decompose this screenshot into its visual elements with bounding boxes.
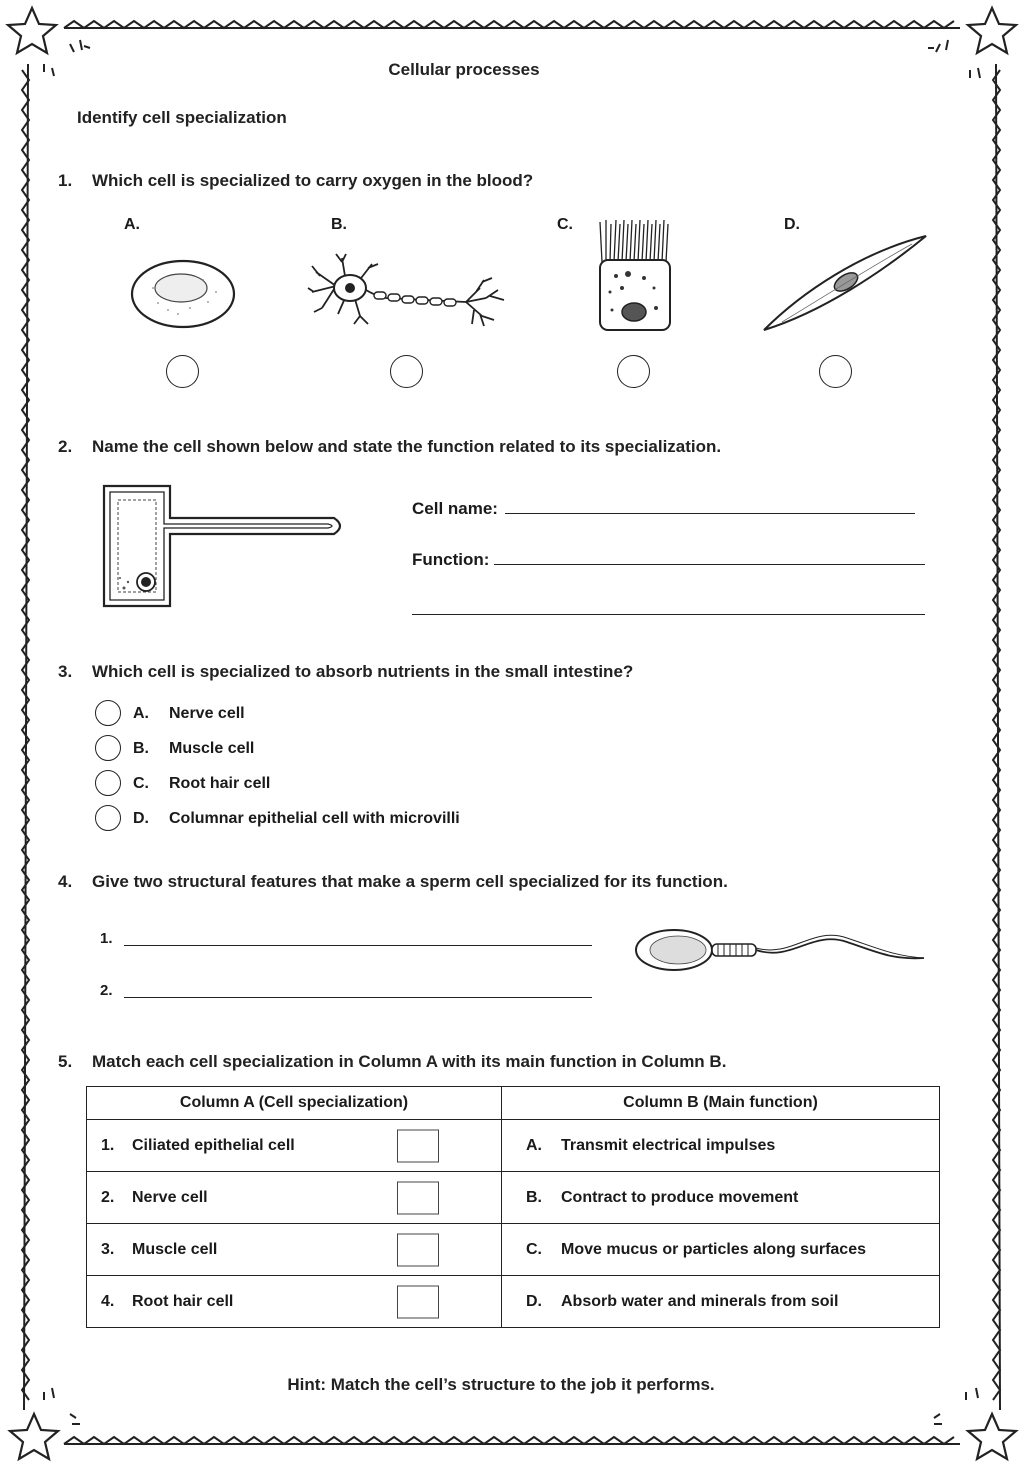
option-label-b: B. bbox=[331, 216, 347, 233]
function-letter: C. bbox=[526, 1240, 542, 1258]
question-text: Which cell is specialized to carry oxygen in the blood? bbox=[92, 171, 534, 190]
answer-box[interactable] bbox=[397, 1233, 439, 1266]
cell-specialization: Muscle cell bbox=[132, 1240, 218, 1258]
function-answer-line[interactable] bbox=[494, 564, 925, 565]
question-number: 1. bbox=[58, 171, 73, 190]
function-text: Transmit electrical impulses bbox=[561, 1136, 776, 1154]
cell-specialization: Root hair cell bbox=[132, 1292, 234, 1310]
ciliated-cell-image bbox=[594, 218, 674, 334]
answer-circle-d[interactable] bbox=[819, 355, 852, 388]
answer-box[interactable] bbox=[397, 1129, 439, 1162]
answer-box[interactable] bbox=[397, 1181, 439, 1214]
question-number: 2. bbox=[58, 437, 73, 456]
option-label-a: A. bbox=[124, 216, 140, 233]
row-number: 3. bbox=[101, 1240, 115, 1258]
option-radio-d[interactable] bbox=[95, 805, 121, 831]
function-text: Move mucus or particles along surfaces bbox=[561, 1240, 866, 1258]
option-radio-a[interactable] bbox=[95, 700, 121, 726]
hint-text: Hint: Match the cell’s structure to the job it performs. bbox=[287, 1375, 715, 1394]
muscle-cell-image bbox=[762, 232, 930, 334]
section-subtitle: Identify cell specialization bbox=[77, 108, 287, 127]
option-letter: D. bbox=[133, 810, 149, 827]
cell-specialization: Nerve cell bbox=[132, 1188, 208, 1206]
option-text: Muscle cell bbox=[169, 740, 255, 757]
row-number: 1. bbox=[101, 1136, 115, 1154]
feature-answer-line-1[interactable] bbox=[124, 945, 592, 946]
feature-answer-line-2[interactable] bbox=[124, 997, 592, 998]
option-letter: B. bbox=[133, 740, 149, 757]
answer-box[interactable] bbox=[397, 1285, 439, 1318]
question-5 bbox=[0, 1052, 1024, 1074]
page-title: Cellular processes bbox=[388, 60, 540, 79]
question-number: 5. bbox=[58, 1052, 73, 1071]
option-text: Nerve cell bbox=[169, 705, 245, 722]
option-text: Root hair cell bbox=[169, 775, 271, 792]
row-number: 4. bbox=[101, 1292, 115, 1310]
question-text: Match each cell specialization in Column A with its main function in Column B. bbox=[92, 1052, 727, 1071]
column-a-header: Column A (Cell specialization) bbox=[87, 1087, 502, 1120]
answer-circle-a[interactable] bbox=[166, 355, 199, 388]
function-text: Absorb water and minerals from soil bbox=[561, 1292, 839, 1310]
question-3 bbox=[0, 662, 1024, 684]
table-row bbox=[87, 1120, 940, 1172]
cell-name-answer-line[interactable] bbox=[505, 513, 915, 514]
option-letter: A. bbox=[133, 705, 149, 722]
question-text: Give two structural features that make a sperm cell specialized for its function. bbox=[92, 872, 728, 891]
answer-circle-b[interactable] bbox=[390, 355, 423, 388]
option-label-c: C. bbox=[557, 216, 573, 233]
question-1 bbox=[0, 171, 1024, 193]
red-blood-cell-image bbox=[128, 258, 238, 330]
function-letter: B. bbox=[526, 1188, 542, 1206]
option-radio-c[interactable] bbox=[95, 770, 121, 796]
option-radio-b[interactable] bbox=[95, 735, 121, 761]
nerve-cell-image bbox=[306, 246, 514, 334]
function-text: Contract to produce movement bbox=[561, 1188, 799, 1206]
matching-table bbox=[86, 1086, 940, 1328]
answer-circle-c[interactable] bbox=[617, 355, 650, 388]
blank-number-1: 1. bbox=[100, 930, 113, 947]
option-label-d: D. bbox=[784, 216, 800, 233]
question-text: Name the cell shown below and state the function related to its specialization. bbox=[92, 437, 722, 456]
question-text: Which cell is specialized to absorb nutrients in the small intestine? bbox=[92, 662, 634, 681]
table-row bbox=[87, 1172, 940, 1224]
root-hair-cell-image bbox=[98, 478, 346, 614]
table-row bbox=[87, 1276, 940, 1328]
question-number: 3. bbox=[58, 662, 73, 681]
cell-name-label: Cell name: bbox=[412, 499, 498, 518]
table-row bbox=[87, 1224, 940, 1276]
option-text: Columnar epithelial cell with microvilli bbox=[169, 810, 460, 827]
question-number: 4. bbox=[58, 872, 73, 891]
function-letter: D. bbox=[526, 1292, 542, 1310]
blank-number-2: 2. bbox=[100, 982, 113, 999]
function-answer-line-2[interactable] bbox=[412, 614, 925, 615]
question-2 bbox=[0, 437, 1024, 459]
sperm-cell-image bbox=[632, 920, 928, 980]
option-letter: C. bbox=[133, 775, 149, 792]
cell-specialization: Ciliated epithelial cell bbox=[132, 1136, 295, 1154]
function-label: Function: bbox=[412, 550, 490, 569]
column-b-header: Column B (Main function) bbox=[502, 1087, 940, 1120]
question-4 bbox=[0, 872, 1024, 894]
row-number: 2. bbox=[101, 1188, 115, 1206]
function-letter: A. bbox=[526, 1136, 542, 1154]
